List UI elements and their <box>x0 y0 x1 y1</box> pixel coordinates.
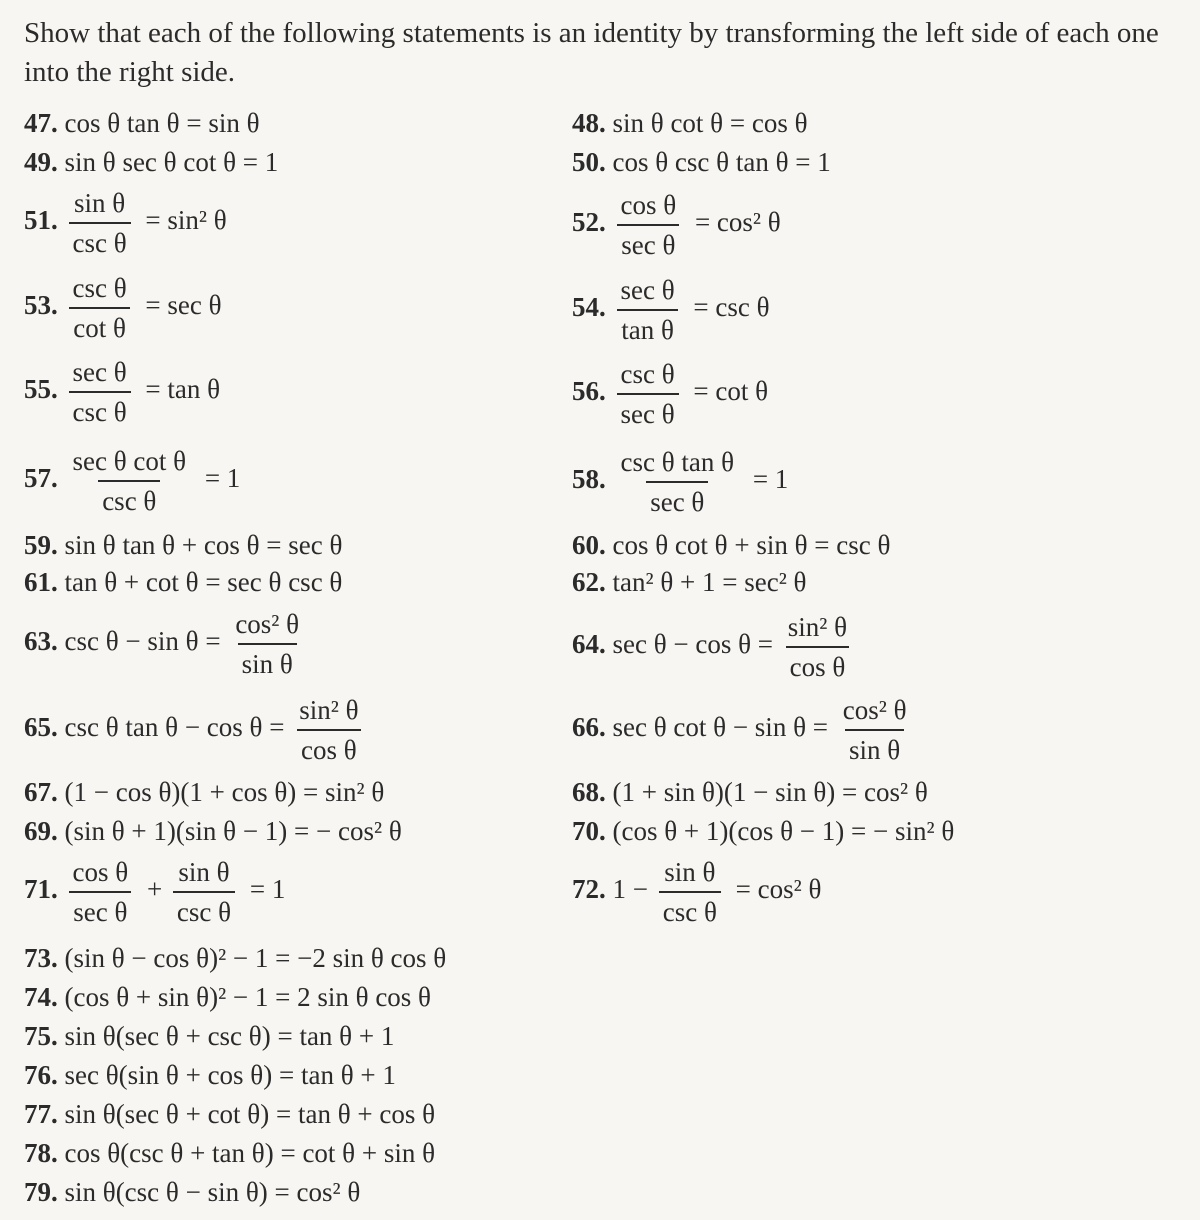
rhs: = sec θ <box>145 290 222 321</box>
fraction <box>617 359 679 429</box>
fraction <box>839 695 911 765</box>
numerator: csc θ tan θ <box>620 447 735 477</box>
problem-text: sin θ(sec θ + csc θ) = tan θ + 1 <box>64 1021 395 1051</box>
problem-text: cos θ(csc θ + tan θ) = cot θ + sin θ <box>64 1138 436 1168</box>
problem-62 <box>572 567 806 598</box>
denominator: cos θ <box>786 646 850 682</box>
denominator: sec θ <box>617 393 679 429</box>
problem-number: 61. <box>24 567 58 597</box>
problem-number: 70. <box>572 816 606 846</box>
problem-number: 57. <box>24 463 58 494</box>
problem-number: 52. <box>572 207 606 238</box>
problem-50 <box>572 147 831 178</box>
problem-text: (sin θ − cos θ)² − 1 = −2 sin θ cos θ <box>64 943 447 973</box>
fraction <box>69 357 131 427</box>
problem-text: sec θ(sin θ + cos θ) = tan θ + 1 <box>64 1060 396 1090</box>
problem-text: (1 + sin θ)(1 − sin θ) = cos² θ <box>612 777 928 807</box>
numerator: sin² θ <box>787 612 848 642</box>
numerator: sec θ cot θ <box>72 446 187 476</box>
numerator: sin θ <box>178 857 230 887</box>
problem-number: 72. <box>572 874 606 905</box>
fraction <box>173 857 235 927</box>
fraction <box>659 857 721 927</box>
rhs: = tan θ <box>145 374 221 405</box>
problem-text: sin θ sec θ cot θ = 1 <box>64 147 279 177</box>
problem-48 <box>572 108 808 139</box>
problem-number: 77. <box>24 1099 58 1129</box>
instructions: Show that each of the following statements is an identity by transforming the left side of each one into the right side. <box>24 17 1159 88</box>
problem-number: 66. <box>572 712 606 743</box>
problem-text: sin θ(sec θ + cot θ) = tan θ + cos θ <box>64 1099 436 1129</box>
numerator: sin² θ <box>299 695 359 725</box>
problem-number: 74. <box>24 982 58 1012</box>
problem-78 <box>24 1138 435 1169</box>
fraction <box>231 609 303 679</box>
problem-55 <box>24 357 220 427</box>
plus-sign: + <box>146 874 163 905</box>
denominator: csc θ <box>98 480 160 516</box>
numerator: cos θ <box>620 190 677 220</box>
fraction <box>617 447 739 517</box>
numerator: csc θ <box>620 359 675 389</box>
problem-number: 49. <box>24 147 58 177</box>
numerator: sin θ <box>73 188 126 218</box>
numerator: csc θ <box>72 273 127 303</box>
problem-58 <box>572 447 788 517</box>
problem-number: 62. <box>572 567 606 597</box>
problem-number: 79. <box>24 1177 58 1207</box>
denominator: cot θ <box>69 307 130 343</box>
problem-text: cos θ csc θ tan θ = 1 <box>612 147 831 177</box>
denominator: sin θ <box>845 729 904 765</box>
problem-51 <box>24 188 227 258</box>
rhs: = sin² θ <box>145 205 227 236</box>
lhs: sec θ cot θ − sin θ = <box>612 712 828 743</box>
problem-54 <box>572 275 770 345</box>
problem-number: 75. <box>24 1021 58 1051</box>
problem-text: (sin θ + 1)(sin θ − 1) = − cos² θ <box>64 816 402 846</box>
fraction <box>69 273 131 343</box>
problem-66 <box>572 695 919 765</box>
problem-61 <box>24 567 342 598</box>
problem-number: 64. <box>572 629 606 660</box>
problem-75 <box>24 1021 394 1052</box>
problem-68 <box>572 777 928 808</box>
problem-69 <box>24 816 402 847</box>
problem-number: 65. <box>24 712 58 743</box>
rhs: = cos² θ <box>694 207 781 238</box>
problem-number: 63. <box>24 626 58 657</box>
problem-49 <box>24 147 278 178</box>
numerator: sec θ <box>620 275 675 305</box>
denominator: cos θ <box>297 729 361 765</box>
problem-79 <box>24 1177 360 1208</box>
problem-59 <box>24 530 342 561</box>
problem-76 <box>24 1060 396 1091</box>
numerator: cos² θ <box>842 695 907 725</box>
problem-56 <box>572 359 768 429</box>
problem-number: 58. <box>572 464 606 495</box>
fraction <box>617 190 681 260</box>
denominator: sec θ <box>69 891 131 927</box>
rhs: = 1 <box>249 874 286 905</box>
problem-text: (cos θ + 1)(cos θ − 1) = − sin² θ <box>612 816 955 846</box>
problem-65 <box>24 695 371 765</box>
rhs: = csc θ <box>693 292 770 323</box>
problem-77 <box>24 1099 435 1130</box>
problem-number: 73. <box>24 943 58 973</box>
problem-73 <box>24 943 446 974</box>
problem-number: 67. <box>24 777 58 807</box>
numerator: sec θ <box>72 357 127 387</box>
problem-number: 53. <box>24 290 58 321</box>
problem-57 <box>24 446 240 516</box>
denominator: csc θ <box>173 891 235 927</box>
problem-text: (cos θ + sin θ)² − 1 = 2 sin θ cos θ <box>64 982 431 1012</box>
problem-64 <box>572 612 859 682</box>
problem-text: (1 − cos θ)(1 + cos θ) = sin² θ <box>64 777 385 807</box>
problem-number: 68. <box>572 777 606 807</box>
fraction <box>617 275 679 345</box>
lhs: csc θ tan θ − cos θ = <box>64 712 285 743</box>
denominator: csc θ <box>659 891 721 927</box>
fraction <box>295 695 362 765</box>
denominator: sin θ <box>238 643 297 679</box>
problem-number: 51. <box>24 205 58 236</box>
lhs: sec θ − cos θ = <box>612 629 774 660</box>
numerator: sin θ <box>664 857 716 887</box>
problem-number: 76. <box>24 1060 58 1090</box>
problem-number: 71. <box>24 874 58 905</box>
denominator: sec θ <box>617 224 679 260</box>
denominator: csc θ <box>69 222 131 258</box>
rhs: = 1 <box>752 464 789 495</box>
problem-number: 54. <box>572 292 606 323</box>
problem-number: 78. <box>24 1138 58 1168</box>
problem-text: sin θ tan θ + cos θ = sec θ <box>64 530 343 560</box>
problem-number: 50. <box>572 147 606 177</box>
denominator: tan θ <box>617 309 678 345</box>
rhs: = cot θ <box>693 376 769 407</box>
denominator: sec θ <box>646 481 708 517</box>
fraction <box>69 857 133 927</box>
problem-60 <box>572 530 890 561</box>
rhs: = cos² θ <box>735 874 822 905</box>
problem-text: cos θ cot θ + sin θ = csc θ <box>612 530 891 560</box>
denominator: csc θ <box>69 391 131 427</box>
problem-70 <box>572 816 954 847</box>
problem-67 <box>24 777 384 808</box>
problem-47 <box>24 108 260 139</box>
problem-number: 56. <box>572 376 606 407</box>
problem-text: sin θ cot θ = cos θ <box>612 108 808 138</box>
problem-text: cos θ tan θ = sin θ <box>64 108 260 138</box>
numerator: cos² θ <box>235 609 300 639</box>
problem-number: 48. <box>572 108 606 138</box>
problem-text: tan² θ + 1 = sec² θ <box>612 567 807 597</box>
problem-text: tan θ + cot θ = sec θ csc θ <box>64 567 343 597</box>
problem-63 <box>24 609 311 679</box>
problem-text: sin θ(csc θ − sin θ) = cos² θ <box>64 1177 361 1207</box>
problem-71 <box>24 857 285 927</box>
problem-number: 59. <box>24 530 58 560</box>
fraction <box>69 446 191 516</box>
rhs: = 1 <box>204 463 241 494</box>
numerator: cos θ <box>72 857 129 887</box>
lhs: csc θ − sin θ = <box>64 626 221 657</box>
problem-number: 69. <box>24 816 58 846</box>
problem-74 <box>24 982 431 1013</box>
fraction <box>784 612 851 682</box>
problem-72 <box>572 857 821 927</box>
problem-number: 55. <box>24 374 58 405</box>
problem-number: 60. <box>572 530 606 560</box>
problem-53 <box>24 273 222 343</box>
problem-number: 47. <box>24 108 58 138</box>
lhs: 1 − <box>612 874 648 905</box>
fraction <box>69 188 131 258</box>
problem-52 <box>572 190 781 260</box>
